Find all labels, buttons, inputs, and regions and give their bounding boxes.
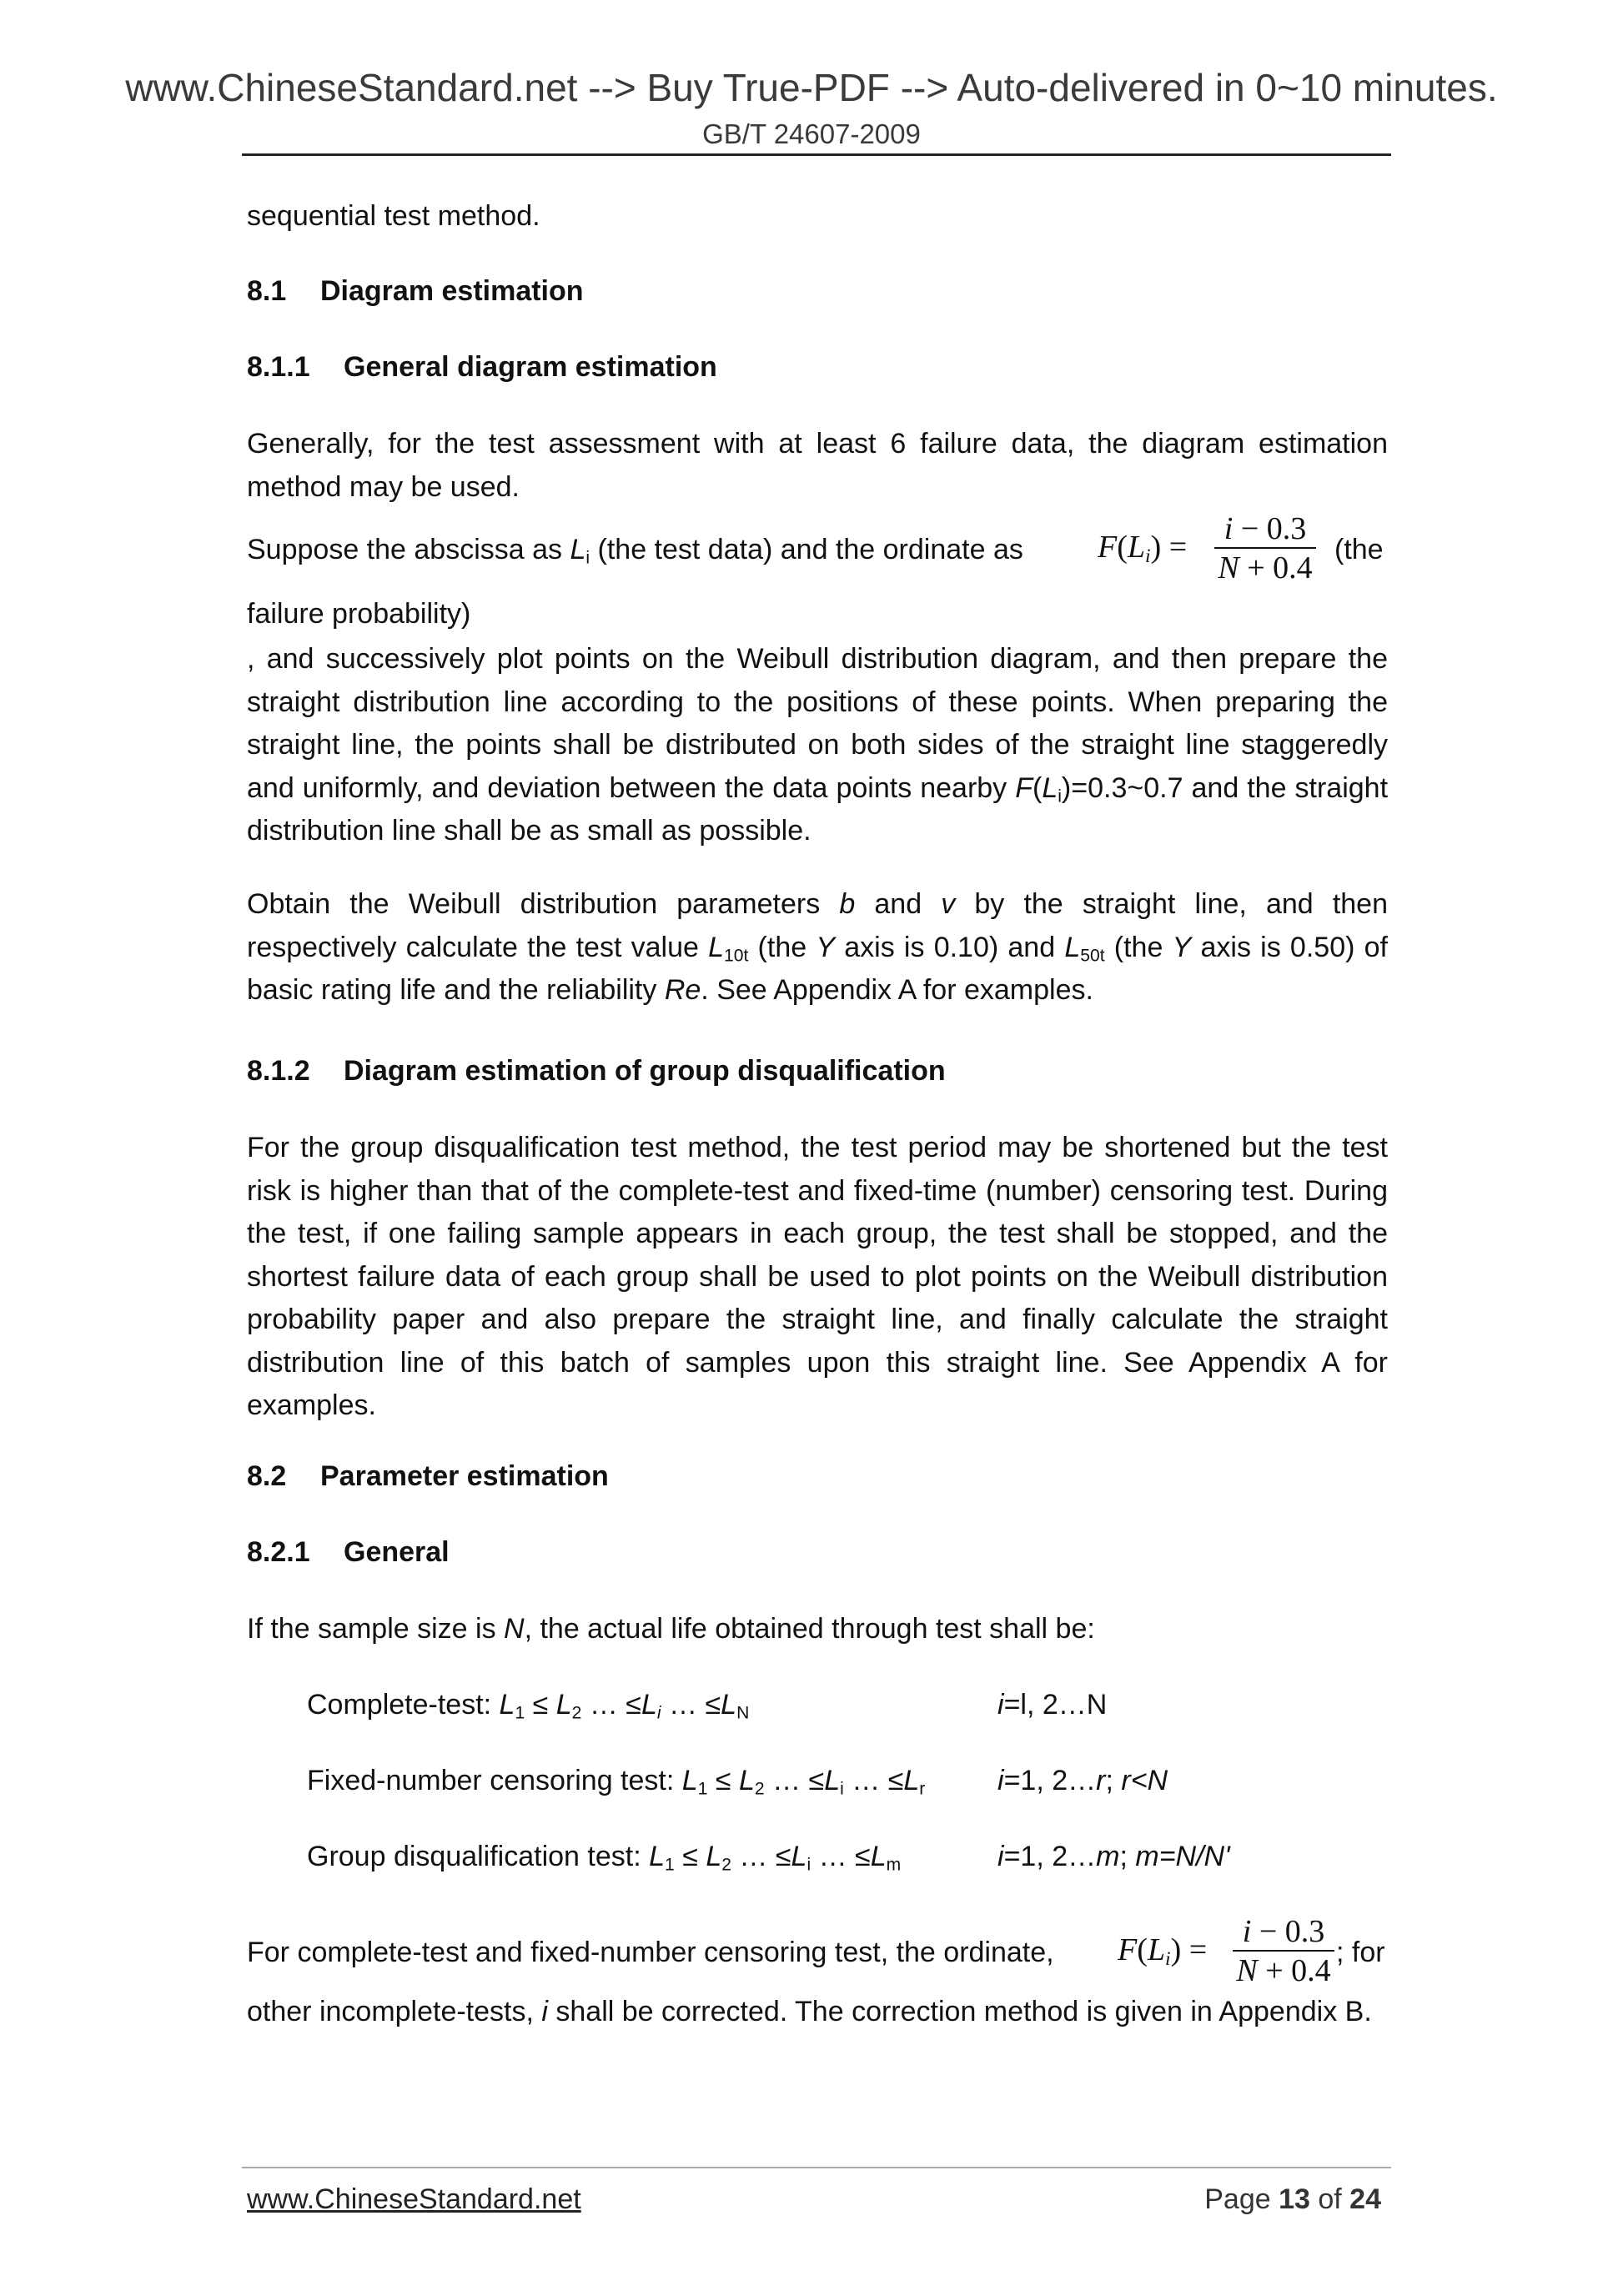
failure-probability-text: failure probability) xyxy=(247,598,471,630)
text-run: =1, 2… xyxy=(1003,1841,1097,1872)
section-title: General diagram estimation xyxy=(344,351,717,383)
text-run: =1, 2… xyxy=(1003,1765,1097,1796)
subscript: 1 xyxy=(665,1855,675,1875)
text-run: axis is 0.50) of basic rating life and the reliability xyxy=(247,931,1388,1006)
fraction-numerator xyxy=(1214,510,1316,547)
text-run: ≤ xyxy=(707,1765,739,1796)
equals: ) = xyxy=(1150,530,1188,565)
numerator-rest: − 0.3 xyxy=(1251,1914,1325,1949)
section-title: Parameter estimation xyxy=(320,1460,609,1492)
symbol-L: L xyxy=(738,1765,755,1796)
symbol-L: L xyxy=(555,1689,572,1721)
symbol-L: L xyxy=(1127,530,1146,565)
page-number: 13 xyxy=(1279,2183,1310,2215)
symbol-N: N xyxy=(1218,550,1239,585)
subscript: 50t xyxy=(1080,945,1105,965)
symbol-L: L xyxy=(1064,931,1081,963)
text-run: )=0.3~0.7 and the straight distribution line shall be as small as possible. xyxy=(247,771,1389,847)
symbol-i: i xyxy=(997,1689,1004,1721)
symbol-v: v xyxy=(941,888,956,920)
paragraph-group-disqualification: For the group disqualification test method, the test period may be shortened but the test risk is higher than that of the complete-test and fixed-time (number) censoring test. During the test, if one failing sample appears in each group, the test shall be stopped, and the shortest failure data of each group shall be used to plot points on the Weibull distribution probability paper and also prepare the straight line, and finally calculate the straight distribution line of this batch of samples upon this straight line. See Appendix A for examples. xyxy=(247,1132,1388,1421)
symbol-F: F xyxy=(1015,771,1033,804)
ordinate-formula xyxy=(1118,1932,1207,1968)
the-text: (the xyxy=(1334,534,1384,565)
text-run: Page xyxy=(1204,2183,1279,2215)
list-condition-fixed-number-censoring xyxy=(997,1765,1168,1797)
text-run: , and successively plot points on the Weibull distribution diagram, and then prepare the straight distribution line according to the positions of these points. When preparing the straight line, the points shall be distributed on both sides of the straight line staggeredly and uniformly, and deviation between the data points nearby xyxy=(247,643,1388,804)
symbol-i: i xyxy=(1224,511,1234,546)
text-run: other incomplete-tests, xyxy=(247,1996,542,2027)
symbol-L: L xyxy=(791,1841,807,1872)
subscript: i xyxy=(1058,786,1062,806)
footer-site-link[interactable]: www.ChineseStandard.net xyxy=(247,2183,581,2215)
symbol-L: L xyxy=(1147,1932,1166,1967)
header-divider xyxy=(242,153,1391,156)
section-number: 8.2 xyxy=(247,1460,287,1492)
subscript-i: i xyxy=(1165,1947,1171,1970)
text-run: (the test data) and the ordinate as xyxy=(590,534,1023,565)
symbol-F: F xyxy=(1098,530,1118,565)
subscript: 2 xyxy=(721,1855,731,1875)
symbol-i: i xyxy=(1242,1914,1252,1949)
subscript: 1 xyxy=(515,1703,525,1723)
subscript: m xyxy=(886,1855,902,1875)
paren: ( xyxy=(1117,530,1128,565)
list-item-fixed-number-censoring xyxy=(307,1765,925,1797)
denominator-rest: + 0.4 xyxy=(1257,1953,1331,1988)
text-run: . See Appendix A for examples. xyxy=(701,974,1093,1006)
header-banner[interactable]: www.ChineseStandard.net --> Buy True-PDF --> Auto-delivered in 0~10 minutes. xyxy=(125,66,1498,109)
fraction-denominator xyxy=(1233,1952,1334,1990)
symbol-L: L xyxy=(570,534,586,565)
subscript: 2 xyxy=(754,1779,765,1799)
section-title: Diagram estimation xyxy=(320,275,584,307)
ordinate-text: For complete-test and fixed-number censoring test, the ordinate, xyxy=(247,1937,1054,1968)
text-run: … ≤ xyxy=(581,1689,641,1721)
symbol-L: L xyxy=(706,1841,722,1872)
fraction-denominator xyxy=(1214,549,1316,587)
for-text: ; for xyxy=(1336,1937,1385,1968)
text-run: (the xyxy=(748,931,817,963)
subscript: i xyxy=(840,1779,844,1799)
text-run: … ≤ xyxy=(811,1841,871,1872)
text-run: ; xyxy=(1105,1765,1122,1796)
text-run: … ≤ xyxy=(843,1765,904,1796)
intro-line: sequential test method. xyxy=(247,200,540,232)
subscript: i xyxy=(806,1855,812,1875)
failure-probability-formula xyxy=(1098,529,1187,565)
symbol-r: r xyxy=(1096,1765,1106,1796)
text-run: … ≤ xyxy=(731,1841,791,1872)
section-title: Diagram estimation of group disqualification xyxy=(344,1055,946,1087)
symbol-L: L xyxy=(903,1765,920,1796)
section-number: 8.1.2 xyxy=(247,1055,310,1087)
text-run: If the sample size is xyxy=(247,1613,505,1645)
text-run: Suppose the abscissa as xyxy=(247,534,570,565)
denominator-rest: + 0.4 xyxy=(1239,550,1313,585)
ordinate-fraction xyxy=(1233,1913,1334,1990)
symbol-N: N xyxy=(1236,1953,1258,1988)
symbol-N: N xyxy=(504,1613,525,1645)
symbol-F: F xyxy=(1118,1932,1138,1967)
list-item-group-disqualification xyxy=(307,1841,901,1873)
symbol-i: i xyxy=(997,1765,1004,1796)
paragraph-weibull-parameters xyxy=(247,883,1388,1012)
page-total: 24 xyxy=(1349,2183,1381,2215)
symbol-L: L xyxy=(824,1765,841,1796)
text-run: ; xyxy=(1119,1841,1136,1872)
text-run: axis is 0.10) and xyxy=(835,931,1065,963)
suppose-text xyxy=(247,534,1023,566)
footer-divider xyxy=(242,2167,1391,2168)
subscript: 10t xyxy=(724,945,749,965)
list-condition-complete-test xyxy=(997,1689,1107,1721)
formula-fraction xyxy=(1214,510,1316,587)
symbol-Y: Y xyxy=(816,931,836,963)
section-number: 8.2.1 xyxy=(247,1536,310,1568)
equals: ) = xyxy=(1170,1932,1208,1967)
symbol-L: L xyxy=(641,1689,657,1721)
section-number: 8.1 xyxy=(247,275,287,307)
paragraph-plot-points: , and successively plot points on the Weibull distribution diagram, and then prepare the straight distribution line according to the positions of these points. When preparing the straight line, the points shall be distributed on both sides of the straight line staggeredly and uniformly, and deviation between the data points nearby $F(L_i)=0.3\sim 0.7$ and the straight distribution line shall be as small as possible. xyxy=(247,643,1389,847)
symbol-L: L xyxy=(721,1689,737,1721)
standard-number: GB/T 24607-2009 xyxy=(702,118,921,149)
text-run: r<N xyxy=(1121,1765,1168,1796)
text-run: ≤ xyxy=(674,1841,706,1872)
paren: ( xyxy=(1137,1932,1148,1967)
text-run: (the xyxy=(1104,931,1173,963)
fraction-numerator xyxy=(1233,1913,1334,1950)
section-8-2-heading xyxy=(247,1460,609,1493)
text-run: … ≤ xyxy=(661,1689,721,1721)
text-run: by the straight line, and then respectively calculate the test value xyxy=(247,888,1388,963)
list-label: Complete-test: xyxy=(307,1689,500,1721)
subscript: N xyxy=(736,1703,750,1723)
section-8-1-1-heading xyxy=(247,351,717,384)
subscript: r xyxy=(919,1779,926,1799)
numerator-rest: − 0.3 xyxy=(1233,511,1307,546)
section-8-1-heading xyxy=(247,275,584,308)
symbol-L: L xyxy=(681,1765,698,1796)
section-title: General xyxy=(344,1536,450,1568)
symbol-m: m xyxy=(1096,1841,1120,1872)
symbol-Re: Re xyxy=(664,974,701,1006)
text-run: m=N/N' xyxy=(1135,1841,1230,1872)
text-run: , the actual life obtained through test shall be: xyxy=(524,1613,1095,1645)
sample-size-text xyxy=(247,1613,1095,1645)
list-item-complete-test xyxy=(307,1689,749,1721)
section-number: 8.1.1 xyxy=(247,351,310,383)
subscript: 2 xyxy=(571,1703,582,1723)
list-condition-group-disqualification xyxy=(997,1841,1230,1873)
text-run: and xyxy=(855,888,942,920)
text-run: of xyxy=(1309,2183,1350,2215)
section-8-1-2-heading xyxy=(247,1055,946,1088)
text-run: ≤ xyxy=(525,1689,556,1721)
symbol-i: i xyxy=(997,1841,1004,1872)
subscript-i: i xyxy=(1145,545,1151,567)
text-run: shall be corrected. The correction method is given in Appendix B. xyxy=(547,1996,1372,2027)
subscript: i xyxy=(656,1703,661,1723)
list-label: Group disqualification test: xyxy=(307,1841,650,1872)
symbol-L: L xyxy=(499,1689,515,1721)
text-run: Obtain the Weibull distribution parameters xyxy=(247,888,840,920)
paragraph-diagram-method: Generally, for the test assessment with at least 6 failure data, the diagram estimation method may be used. xyxy=(247,428,1388,503)
symbol-i: i xyxy=(541,1996,548,2027)
list-label: Fixed-number censoring test: xyxy=(307,1765,682,1796)
section-8-2-1-heading xyxy=(247,1536,450,1569)
symbol-Y: Y xyxy=(1172,931,1192,963)
symbol-L: L xyxy=(708,931,725,963)
paragraph-correction xyxy=(247,1991,1388,2034)
page-indicator xyxy=(1204,2183,1381,2216)
symbol-L: L xyxy=(649,1841,666,1872)
text-run: … ≤ xyxy=(764,1765,825,1796)
text-run: =l, 2…N xyxy=(1003,1689,1108,1721)
symbol-L: L xyxy=(870,1841,887,1872)
symbol-b: b xyxy=(839,888,856,920)
subscript: 1 xyxy=(697,1779,708,1799)
symbol-L: L xyxy=(1042,771,1058,804)
subscript: i xyxy=(585,548,590,568)
